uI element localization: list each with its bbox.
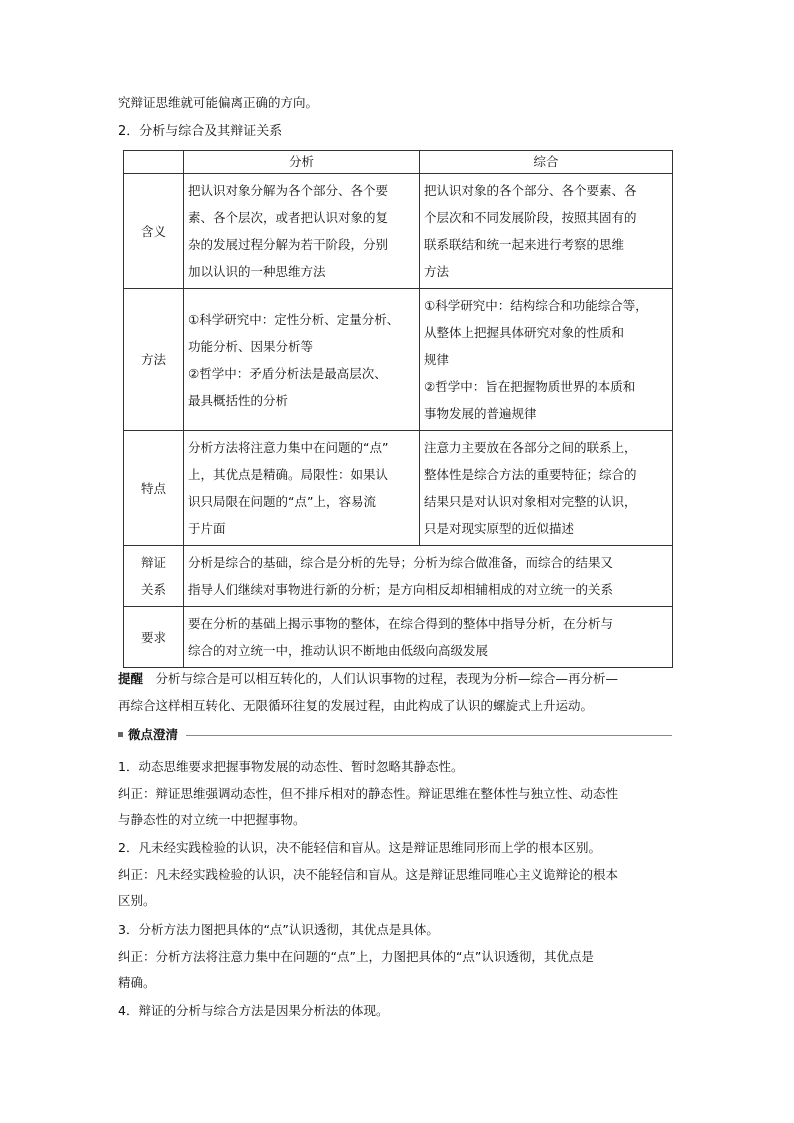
table-row <box>124 174 673 289</box>
cell-requirement: 要在分析的基础上揭示事物的整体，在综合得到的整体中指导分析，在分析与 综合的对立统一中，推动认识不断地由低级向高级发展 <box>184 607 673 668</box>
section-title: 微点澄清 <box>128 727 179 742</box>
row-label-requirement: 要求 <box>124 607 184 668</box>
cell-analysis-meaning: 把认识对象分解为各个部分、各个要 素、各个层次，或者把认识对象的复 杂的发展过程分解为若干阶段，分别 加以认识的一种思维方法 <box>184 174 420 289</box>
list-item: 纠正：辩证思维强调动态性，但不排斥相对的静态性。辩证思维在整体性与独立性、动态性 <box>118 786 619 801</box>
cell-synthesis-feature: 注意力主要放在各部分之间的联系上， 整体性是综合方法的重要特征；综合的 结果只是对认识对象相对完整的认识， 只是对现实原型的近似描述 <box>420 431 673 546</box>
row-label-method: 方法 <box>124 289 184 431</box>
cell-analysis-feature: 分析方法将注意力集中在问题的“点” 上，其优点是精确。局限性：如果认 识只局限在问题的“点”上，容易流 于片面 <box>184 431 420 546</box>
tip-line-1 <box>118 671 678 687</box>
tip-label: 提醒 <box>118 671 144 686</box>
table-row <box>124 289 673 431</box>
cell-analysis-method: ①科学研究中：定性分析、定量分析、 功能分析、因果分析等 ②哲学中：矛盾分析法是最高层次、 最具概括性的分析 <box>184 289 420 431</box>
table-row <box>124 607 673 668</box>
section-divider <box>186 735 672 736</box>
tip-line-2: 再综合这样相互转化、无限循环往复的发展过程，由此构成了认识的螺旋式上升运动。 <box>118 698 594 713</box>
table-row <box>124 546 673 607</box>
list-item: 与静态性的对立统一中把握事物。 <box>118 812 306 827</box>
list-item: 区别。 <box>118 893 156 908</box>
table-row <box>124 431 673 546</box>
header-empty-cell <box>124 151 184 174</box>
tip-text-1: 分析与综合是可以相互转化的，人们认识事物的过程，表现为分析—综合—再分析— <box>143 671 619 686</box>
list-item: 4．辩证的分析与综合方法是因果分析法的体现。 <box>118 1003 389 1018</box>
section-bar <box>118 726 672 744</box>
list-item: 1．动态思维要求把握事物发展的动态性、暂时忽略其静态性。 <box>118 759 464 774</box>
header-analysis: 分析 <box>184 151 420 174</box>
row-label-feature: 特点 <box>124 431 184 546</box>
cell-dialectic: 分析是综合的基础，综合是分析的先导；分析为综合做准备，而综合的结果又 指导人们继续对事物进行新的分析；是方向相反却相辅相成的对立统一的关系 <box>184 546 673 607</box>
cell-synthesis-meaning: 把认识对象的各个部分、各个要素、各 个层次和不同发展阶段，按照其固有的 联系联结和统一起来进行考察的思维 方法 <box>420 174 673 289</box>
comparison-table <box>123 150 673 668</box>
intro-line: 究辩证思维就可能偏离正确的方向。 <box>118 95 319 110</box>
header-synthesis: 综合 <box>420 151 673 174</box>
list-item: 精确。 <box>118 975 156 990</box>
table-header-row <box>124 151 673 174</box>
list-item: 纠正：分析方法将注意力集中在问题的“点”上，力图把具体的“点”认识透彻，其优点是 <box>118 949 594 964</box>
row-label-meaning: 含义 <box>124 174 184 289</box>
section-heading: 2．分析与综合及其辩证关系 <box>118 124 283 139</box>
list-item: 2．凡未经实践检验的认识，决不能轻信和盲从。这是辩证思维同形而上学的根本区别。 <box>118 840 601 855</box>
list-item: 纠正：凡未经实践检验的认识，决不能轻信和盲从。这是辩证思维同唯心主义诡辩论的根本 <box>118 867 619 882</box>
list-item: 3．分析方法力图把具体的“点”认识透彻，其优点是具体。 <box>118 922 439 937</box>
cell-synthesis-method: ①科学研究中：结构综合和功能综合等， 从整体上把握具体研究对象的性质和 规律 ②哲学中：旨在把握物质世界的本质和 事物发展的普遍规律 <box>420 289 673 431</box>
row-label-dialectic: 辩证 关系 <box>124 546 184 607</box>
square-bullet-icon <box>118 732 123 737</box>
